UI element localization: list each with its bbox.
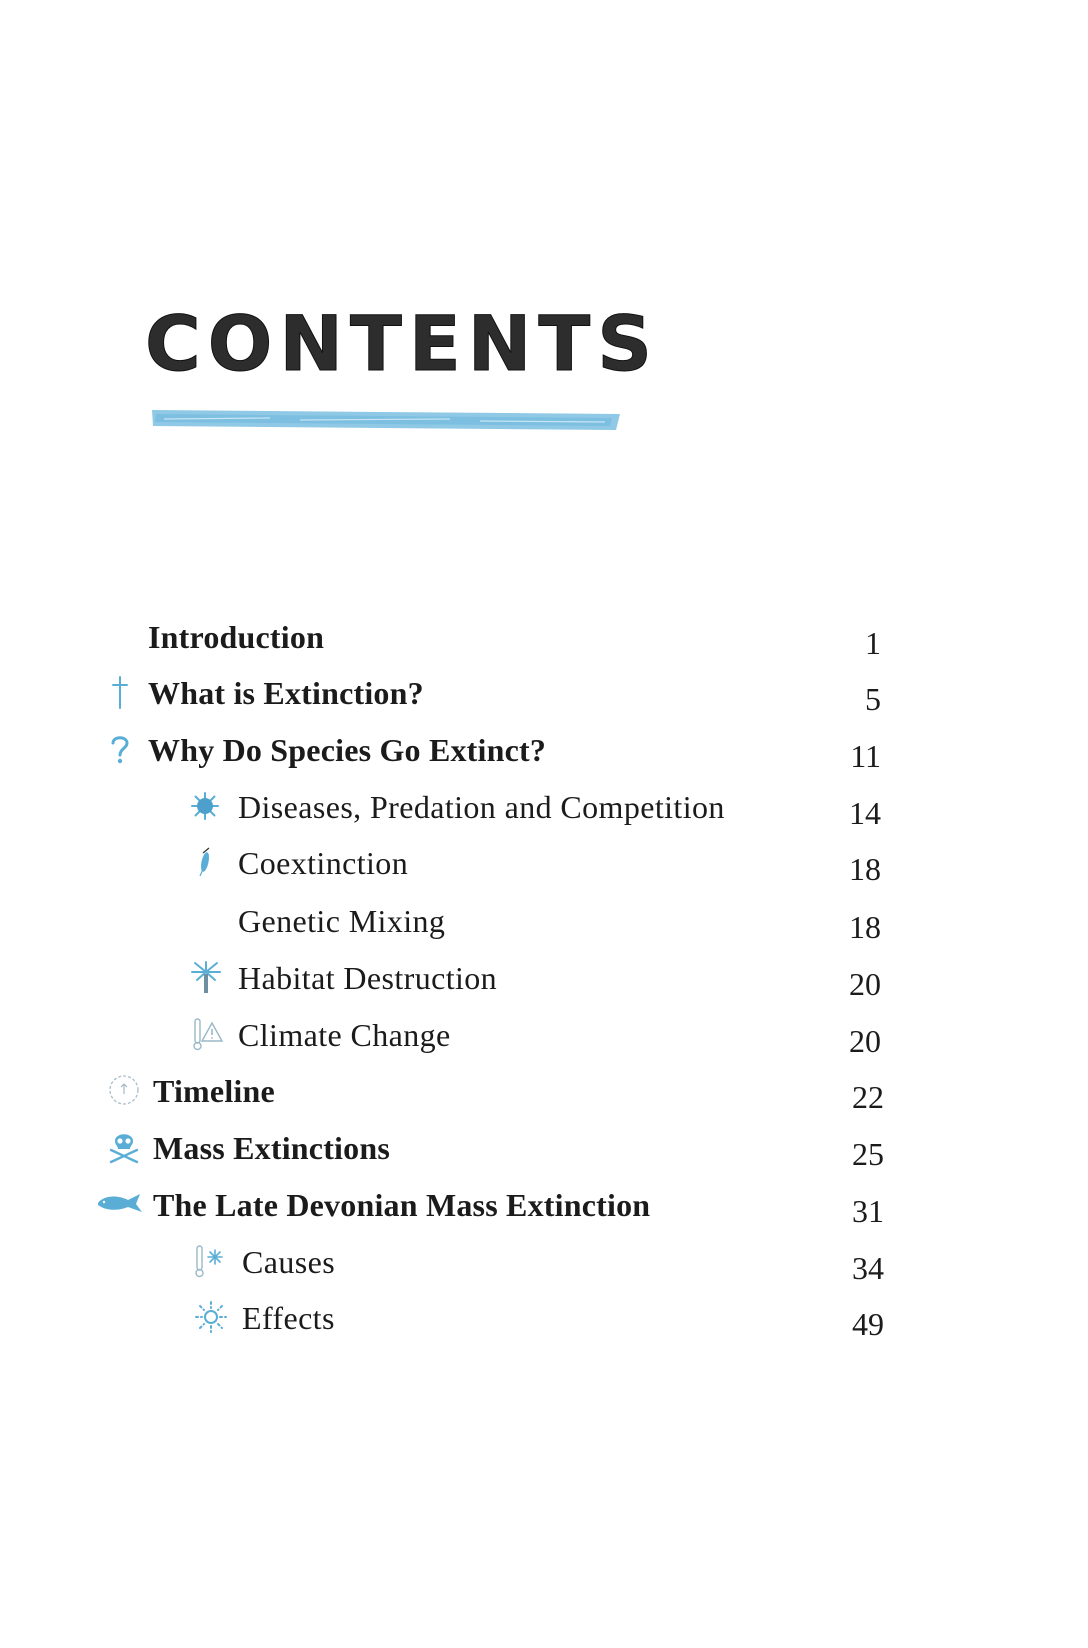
contents-heading: CONTENTS — [145, 299, 659, 388]
skull-crossbones-icon — [107, 1130, 141, 1164]
toc-entry-label: What is Extinction? — [148, 675, 424, 711]
toc-page-number: 18 — [849, 909, 881, 945]
felled-palm-icon — [189, 960, 223, 994]
toc-entry-coextinction[interactable] — [0, 843, 1088, 887]
question-mark-icon — [103, 732, 137, 766]
thermometer-snowflake-icon — [192, 1244, 226, 1278]
dim-sun-icon — [194, 1300, 228, 1334]
toc-entry-label: Why Do Species Go Extinct? — [148, 732, 547, 768]
toc-entry-genetic-mixing[interactable] — [0, 901, 1088, 945]
toc-entry-label: Habitat Destruction — [238, 960, 498, 996]
heading-underline — [150, 404, 622, 432]
toc-entry-climate-change[interactable] — [0, 1015, 1088, 1059]
toc-page-number: 14 — [849, 795, 881, 831]
toc-entry-what-is-extinction[interactable] — [0, 673, 1088, 717]
toc-entry-late-devonian-mass-extinction[interactable] — [0, 1185, 1088, 1229]
prehistoric-fish-icon — [96, 1187, 144, 1221]
toc-entry-label: Timeline — [153, 1073, 275, 1109]
toc-entry-label: The Late Devonian Mass Extinction — [153, 1187, 651, 1223]
toc-page-number: 31 — [852, 1193, 884, 1229]
toc-page-number: 49 — [852, 1306, 884, 1342]
toc-page-number: 20 — [849, 1023, 881, 1059]
toc-page-number: 11 — [850, 738, 881, 774]
toc-page-number: 5 — [865, 681, 881, 717]
virus-icon — [188, 789, 222, 823]
toc-entry-habitat-destruction[interactable] — [0, 958, 1088, 1002]
toc-entry-why-do-species-go-extinct[interactable] — [0, 730, 1088, 774]
toc-page-number: 18 — [849, 851, 881, 887]
toc-entry-effects[interactable] — [0, 1298, 1088, 1342]
toc-entry-label: Diseases, Predation and Competition — [238, 789, 725, 825]
toc-entry-timeline[interactable] — [0, 1071, 1088, 1115]
mosquito-icon — [188, 845, 222, 879]
clock-icon — [107, 1073, 141, 1107]
toc-page-number: 1 — [865, 625, 881, 661]
dagger-icon — [103, 675, 137, 709]
toc-entry-mass-extinctions[interactable] — [0, 1128, 1088, 1172]
toc-entry-label: Introduction — [148, 619, 325, 655]
toc-entry-diseases-predation-competition[interactable] — [0, 787, 1088, 831]
toc-entry-label: Effects — [242, 1300, 335, 1336]
toc-page-number: 34 — [852, 1250, 884, 1286]
toc-entry-label: Coextinction — [238, 845, 409, 881]
toc-entry-introduction[interactable] — [0, 617, 1088, 661]
toc-entry-causes[interactable] — [0, 1242, 1088, 1286]
toc-entry-label: Climate Change — [238, 1017, 451, 1053]
toc-page-number: 22 — [852, 1079, 884, 1115]
toc-entry-label: Mass Extinctions — [153, 1130, 390, 1166]
thermometer-warning-icon — [190, 1017, 224, 1051]
toc-entry-label: Causes — [242, 1244, 336, 1280]
toc-page-number: 20 — [849, 966, 881, 1002]
toc-page-number: 25 — [852, 1136, 884, 1172]
toc-entry-label: Genetic Mixing — [238, 903, 446, 939]
